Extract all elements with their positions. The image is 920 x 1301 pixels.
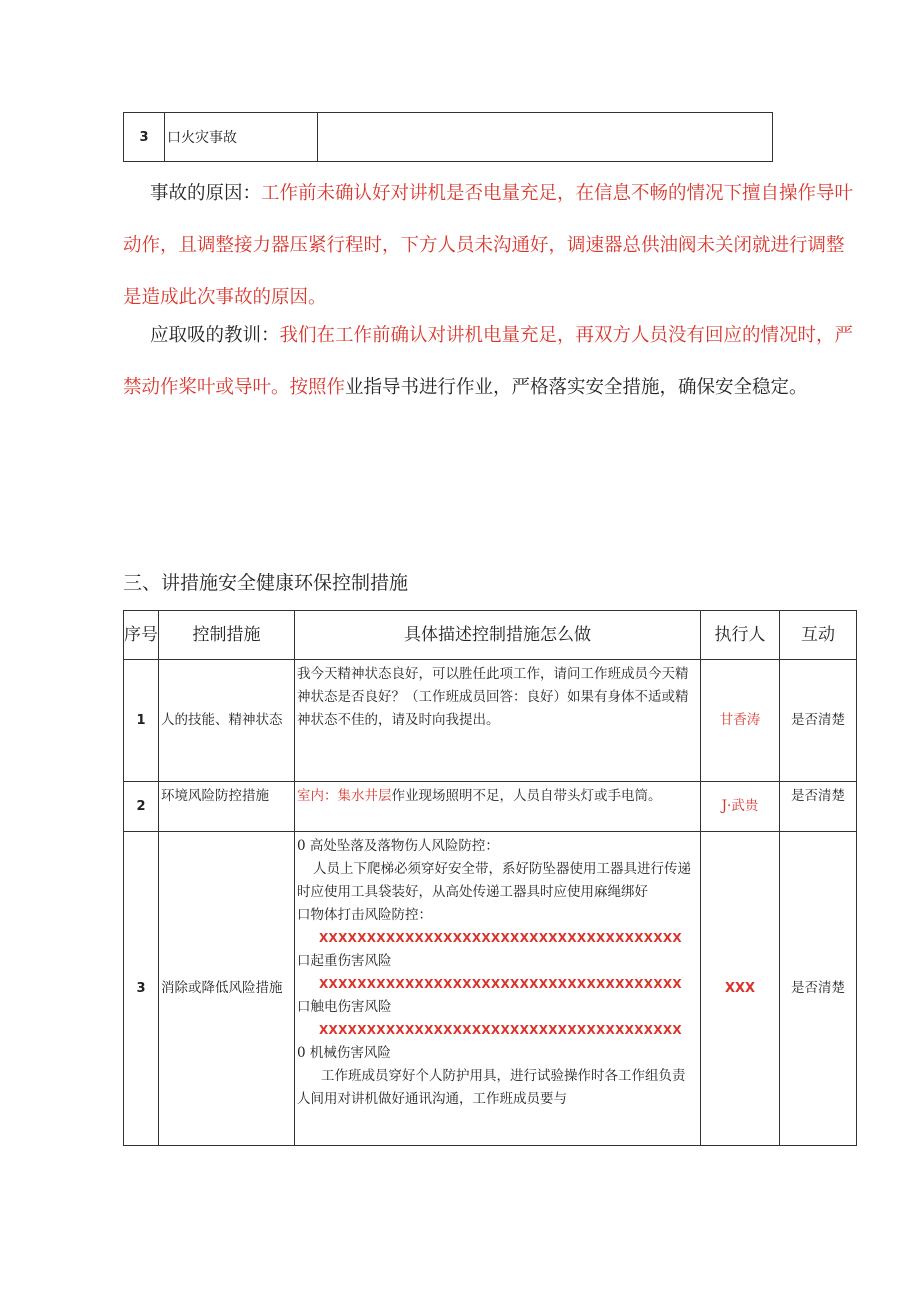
top-table [123, 112, 773, 162]
row-measure: 人的技能、精神状态 [159, 660, 295, 782]
header-interaction: 互动 [780, 611, 857, 660]
row-executor [701, 782, 780, 832]
row-desc-location: 室内：集水井层 [297, 788, 392, 804]
accident-value [318, 113, 773, 162]
row-desc [295, 782, 701, 832]
desc-line: 口物体打击风险防控： [297, 907, 432, 923]
desc-line: 0 高处坠落及落物伤人风险防控： [297, 838, 499, 854]
cause-text: 工作前未确认好对讲机是否电量充足，在信息不畅的情况下擅自操作导叶动作，且调整接力器压紧行程时，下方人员未沟通好，调速器总供油阀未关闭就进行调整是造成此次事故的原因。 [123, 183, 854, 308]
redacted-line: XXXXXXXXXXXXXXXXXXXXXXXXXXXXXXXXXXXXXX [319, 1023, 682, 1037]
redacted-line: XXXXXXXXXXXXXXXXXXXXXXXXXXXXXXXXXXXXXX [319, 977, 682, 991]
row-desc: 我今天精神状态良好，可以胜任此项工作，请问工作班成员今天精神状态是否良好？（工作班成员回答：良好）如果有身体不适或精神状态不佳的，请及时向我提出。 [295, 660, 701, 782]
header-seq: 序号 [124, 611, 159, 660]
desc-line: 工作班成员穿好个人防护用具，进行试验操作时各工作组负责人间用对讲机做好通讯沟通，工作班成员要与 [297, 1068, 686, 1107]
lesson-text: 业指导书进行作业，严格落实安全措施，确保安全稳定。 [345, 377, 808, 398]
desc-line: 口起重伤害风险 [297, 953, 392, 969]
row-measure: 消除或降低风险措施 [159, 832, 295, 1146]
lesson-label: 应取吸的教训： [150, 325, 280, 346]
desc-line: 0 机械伤害风险 [297, 1045, 391, 1061]
lesson-text-red: 我们在工作前确认对讲机电量充足，再双方人员没有回应的情况时，严禁动作桨叶或导叶。按照作 [123, 325, 854, 398]
cause-label: 事故的原因： [150, 183, 262, 204]
cause-paragraph [123, 168, 858, 324]
row-interaction: 是否清楚 [780, 782, 857, 832]
lesson-paragraph [123, 310, 858, 414]
table-header-row [124, 611, 857, 660]
redacted-line: XXXXXXXXXXXXXXXXXXXXXXXXXXXXXXXXXXXXXX [319, 931, 682, 945]
row-executor: 甘香涛 [701, 660, 780, 782]
row-desc [295, 832, 701, 1146]
measures-table [123, 610, 857, 1146]
row-executor: XXX [701, 832, 780, 1146]
header-measure: 控制措施 [159, 611, 295, 660]
header-desc: 具体描述控制措施怎么做 [295, 611, 701, 660]
row-number: 2 [124, 782, 159, 832]
desc-line: 口触电伤害风险 [297, 999, 392, 1015]
table-row [124, 113, 773, 162]
accident-type: 口火灾事故 [165, 113, 318, 162]
row-measure: 环境风险防控措施 [159, 782, 295, 832]
table-row [124, 660, 857, 782]
header-executor: 执行人 [701, 611, 780, 660]
row-interaction: 是否清楚 [780, 832, 857, 1146]
section-title: 三、讲措施安全健康环保控制措施 [123, 572, 409, 594]
executor-name: J·武贵 [721, 798, 759, 814]
table-row [124, 782, 857, 832]
desc-line: 人员上下爬梯必须穿好安全带，系好防坠器使用工器具进行传递时应使用工具袋装好，从高处传递工器具时应使用麻绳绑好 [297, 861, 691, 900]
row-desc-text: 作业现场照明不足，人员自带头灯或手电筒。 [391, 788, 662, 804]
table-row [124, 832, 857, 1146]
row-interaction: 是否清楚 [780, 660, 857, 782]
row-number: 1 [124, 660, 159, 782]
row-number: 3 [124, 832, 159, 1146]
row-number: 3 [124, 113, 165, 162]
